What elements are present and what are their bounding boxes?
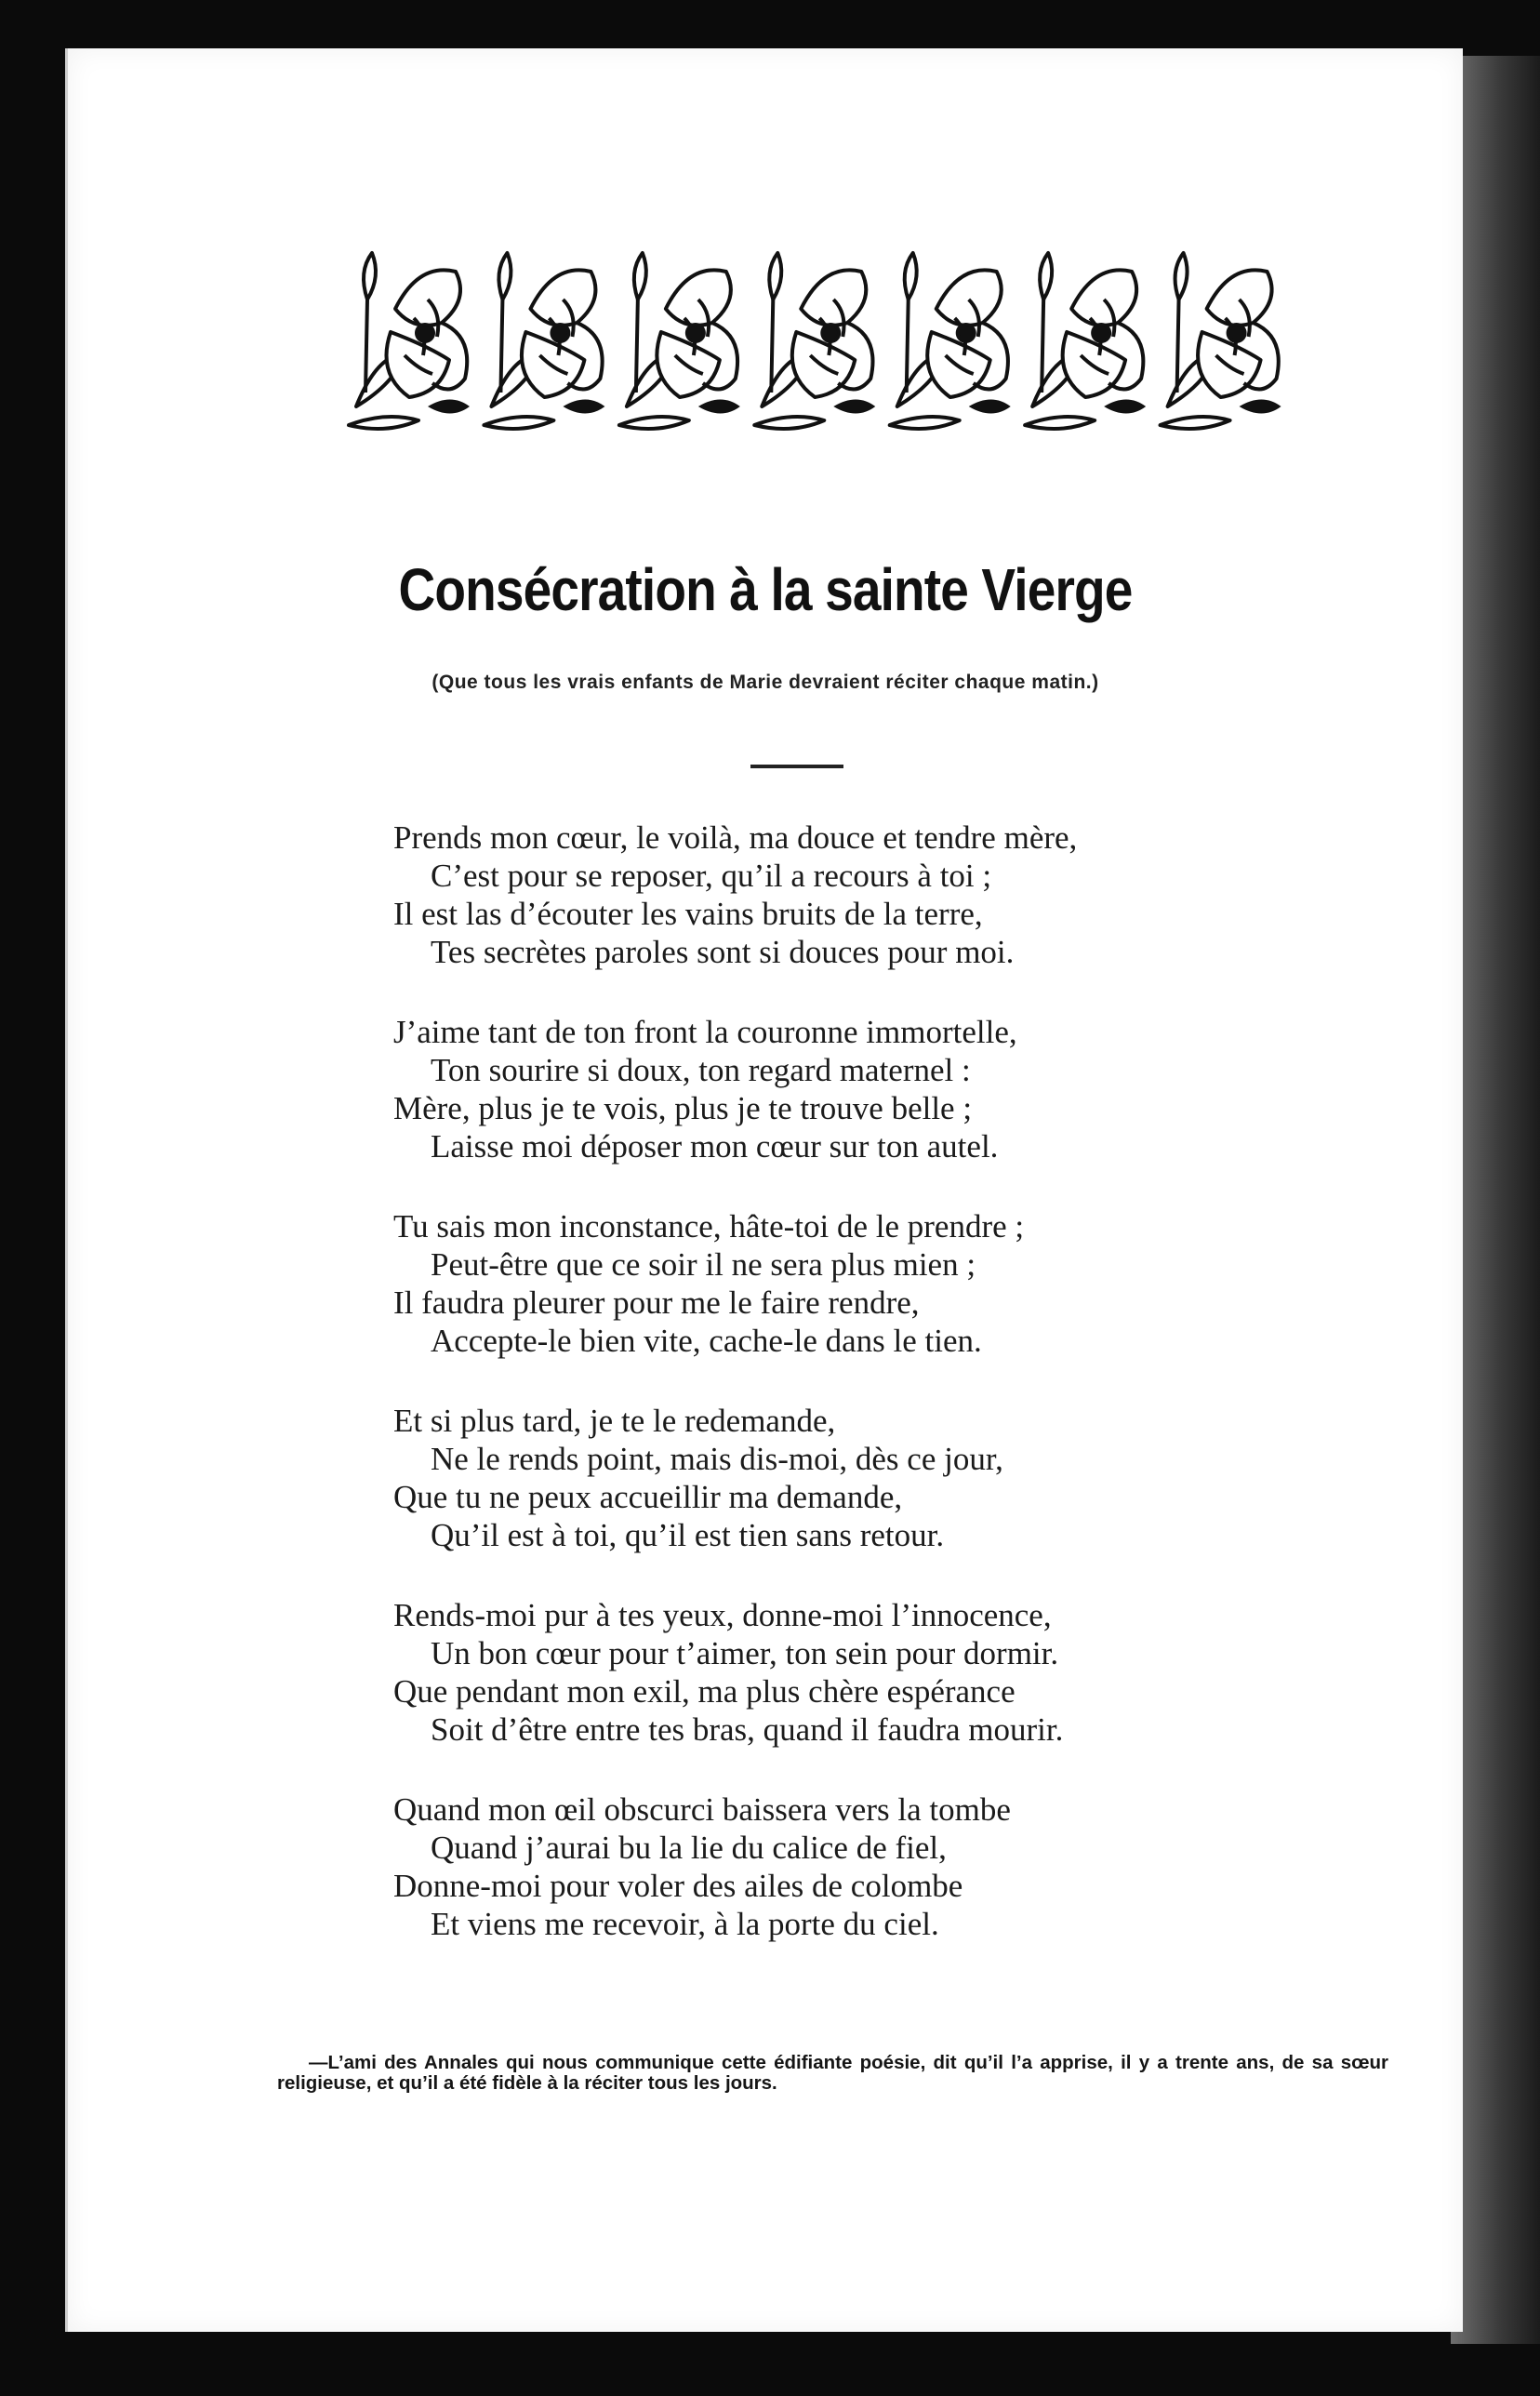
verse-line: Quand j’aurai bu la lie du calice de fiel, <box>431 1830 947 1866</box>
verse-line: Mère, plus je te vois, plus je te trouve belle ; <box>393 1090 973 1126</box>
hibiscus-flower-icon <box>619 253 740 429</box>
section-divider <box>750 765 843 768</box>
stanza <box>393 1013 1323 1165</box>
verse-line: Ton sourire si doux, ton regard maternel : <box>431 1052 971 1088</box>
hibiscus-flower-icon <box>484 253 604 429</box>
verse-line: Accepte-le bien vite, cache-le dans le tien. <box>431 1323 982 1359</box>
stanza <box>393 1402 1323 1554</box>
verse-line: Tes secrètes paroles sont si douces pour moi. <box>431 934 1015 970</box>
verse-line: Ne le rends point, mais dis-moi, dès ce jour, <box>431 1441 1003 1477</box>
verse-line: J’aime tant de ton front la couronne immortelle, <box>393 1014 1017 1050</box>
hibiscus-flower-icon <box>1025 253 1146 429</box>
verse-line: Quand mon œil obscurci baissera vers la tombe <box>393 1791 1011 1828</box>
book-spine-shadow <box>1451 56 1540 2344</box>
verse-line: Peut-être que ce soir il ne sera plus mien ; <box>431 1246 976 1283</box>
verse-line: C’est pour se reposer, qu’il a recours à toi ; <box>431 858 992 894</box>
verse-line: Et si plus tard, je te le redemande, <box>393 1403 836 1439</box>
verse-line: Soit d’être entre tes bras, quand il faudra mourir. <box>431 1711 1064 1748</box>
verse-line: Il est las d’écouter les vains bruits de la terre, <box>393 896 983 932</box>
page-subtitle: (Que tous les vrais enfants de Marie devraient réciter chaque matin.) <box>431 672 1099 693</box>
verse-line: Tu sais mon inconstance, hâte-toi de le prendre ; <box>393 1208 1025 1245</box>
hibiscus-flower-icon <box>349 253 470 429</box>
verse-line: Un bon cœur pour t’aimer, ton sein pour dormir. <box>431 1635 1059 1671</box>
book-page <box>65 48 1463 2332</box>
stanza <box>393 1596 1323 1749</box>
verse-line: Que pendant mon exil, ma plus chère espérance <box>393 1673 1016 1710</box>
verse-line: Donne-moi pour voler des ailes de colombe <box>393 1868 963 1904</box>
page-title: Consécration à la sainte Vierge <box>398 556 1133 623</box>
poem <box>393 819 1323 1985</box>
verse-line: Il faudra pleurer pour me le faire rendre, <box>393 1285 920 1321</box>
verse-line: Laisse moi déposer mon cœur sur ton autel. <box>431 1128 999 1165</box>
hibiscus-flower-icon <box>1161 253 1281 429</box>
verse-line: Prends mon cœur, le voilà, ma douce et tendre mère, <box>393 819 1078 856</box>
stanza <box>393 1207 1323 1360</box>
stanza <box>393 819 1323 971</box>
footnote-text: —L’ami des Annales qui nous communique cette édifiante poésie, dit qu’il l’a apprise, il y a trente ans, de sa sœur religieuse, et qu’il a été fidèle à la réciter tous les jours. <box>277 2052 1388 2094</box>
hibiscus-flower-icon <box>754 253 875 429</box>
verse-line: Que tu ne peux accueillir ma demande, <box>393 1479 903 1515</box>
verse-line: Et viens me recevoir, à la porte du ciel. <box>431 1906 939 1942</box>
hibiscus-flower-icon <box>890 253 1011 429</box>
verse-line: Rends-moi pur à tes yeux, donne-moi l’innocence, <box>393 1597 1052 1633</box>
footnote <box>277 2053 1388 2094</box>
floral-border-ornament <box>339 244 1286 439</box>
verse-line: Qu’il est à toi, qu’il est tien sans retour. <box>431 1517 945 1553</box>
stanza <box>393 1790 1323 1943</box>
